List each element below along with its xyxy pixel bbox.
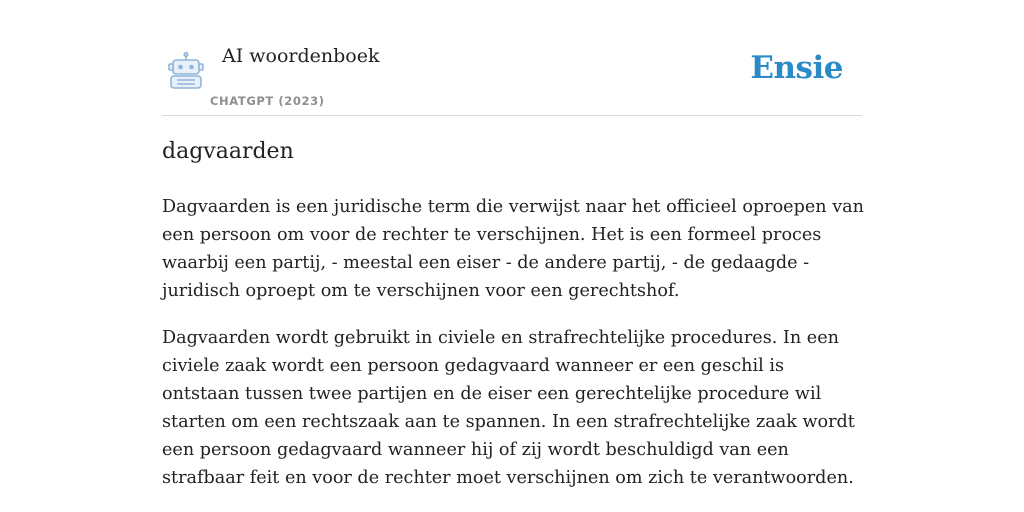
robot-icon (166, 52, 206, 90)
source-year: CHATGPT (2023) (210, 94, 325, 108)
brand-logo[interactable]: Ensie (750, 50, 843, 86)
source-name[interactable]: AI woordenboek (222, 45, 380, 67)
source-header (162, 40, 862, 116)
entry-definition (162, 193, 866, 511)
definition-paragraph: Dagvaarden is een juridische term die verwijst naar het officieel oproepen van een persoon om voor de rechter te verschijnen. Het is een formeel proces waarbij een partij, - meestal een eiser - de andere partij, - de gedaagde - juridisch oproept om te verschijnen voor een gerechtshof. (162, 197, 864, 301)
definition-paragraph: Dagvaarden wordt gebruikt in civiele en strafrechtelijke procedures. In een civiele zaak wordt een persoon gedagvaard wanneer er een geschil is ontstaan tussen twee partijen en de eiser een gerechtelijke procedure wil starten om een rechtszaak aan te spannen. In een strafrechtelijke zaak wordt een persoon gedagvaard wanneer hij of zij wordt beschuldigd van een strafbaar feit en voor de rechter moet verschijnen om zich te verantwoorden. (162, 328, 855, 488)
entry-term: dagvaarden (162, 139, 294, 164)
